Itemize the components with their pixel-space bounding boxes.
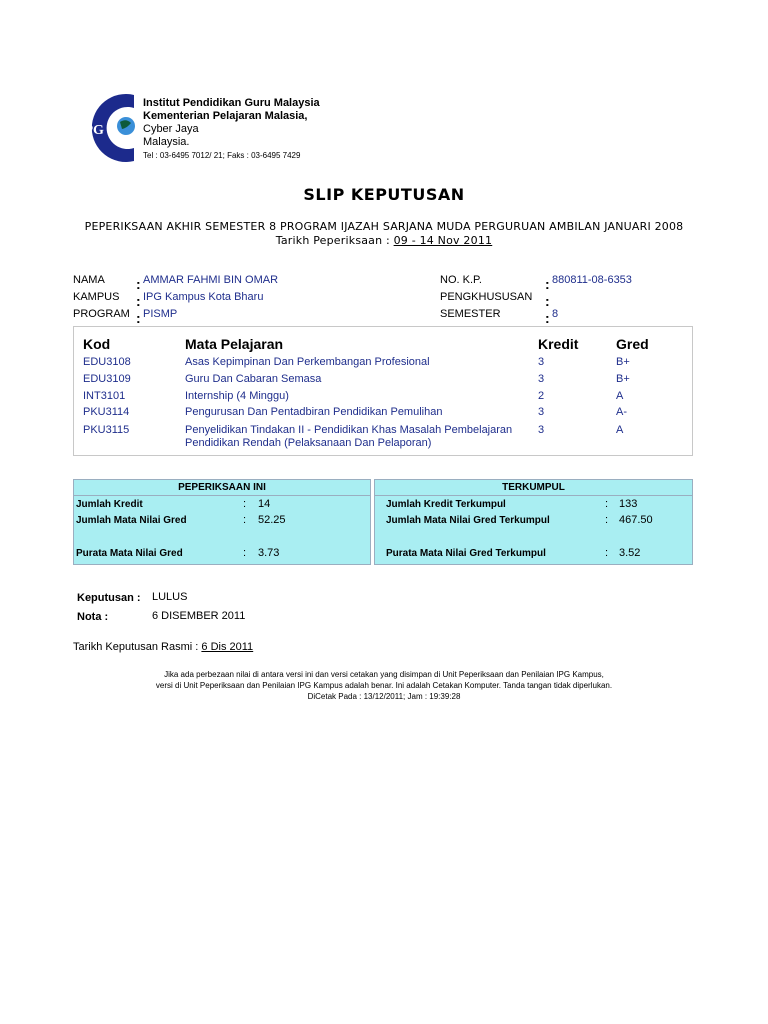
current-jumlah-mata-colon: : — [243, 514, 247, 526]
page-title: SLIP KEPUTUSAN — [303, 185, 465, 204]
row4-subject: Pengurusan Dan Pentadbiran Pendidikan Pemulihan — [185, 406, 443, 418]
nama-value: AMMAR FAHMI BIN OMAR — [143, 274, 279, 286]
cumulative-jumlah-mata-label: Jumlah Mata Nilai Gred Terkumpul — [386, 515, 550, 526]
pengkhususan-colon: : — [545, 293, 550, 309]
cumulative-purata-value: 3.52 — [619, 547, 641, 559]
contact-info: Tel : 03-6495 7012/ 21; Faks : 03-6495 7429 — [143, 151, 301, 160]
nama-label: NAMA — [73, 274, 105, 286]
cumulative-jumlah-kredit-value: 133 — [619, 498, 638, 510]
current-jumlah-kredit-colon: : — [243, 498, 247, 510]
logo-text: IPG — [79, 123, 104, 138]
current-purata-colon: : — [243, 547, 247, 559]
header-gred: Gred — [616, 336, 649, 352]
semester-label: SEMESTER — [440, 308, 501, 320]
row5-kod: PKU3115 — [83, 424, 130, 436]
summary-current-title: PEPERIKSAAN INI — [74, 480, 370, 496]
footer-note-line2: versi di Unit Peperiksaan dan Penilaian IPG Kampus adalah benar. Ini adalah Cetakan Komputer. Tanda tangan tidak diperlukan. — [155, 681, 613, 690]
exam-description: PEPERIKSAAN AKHIR SEMESTER 8 PROGRAM IJAZAH SARJANA MUDA PERGURUAN AMBILAN JANUARI 2008 — [84, 220, 684, 233]
nokp-label: NO. K.P. — [440, 274, 482, 286]
row2-subject: Guru Dan Cabaran Semasa — [185, 373, 322, 385]
nama-colon: : — [136, 276, 141, 292]
header-kredit: Kredit — [538, 336, 579, 352]
cumulative-jumlah-kredit-colon: : — [605, 498, 609, 510]
kampus-value: IPG Kampus Kota Bharu — [143, 291, 264, 303]
program-label: PROGRAM — [73, 308, 130, 320]
institute-name: Institut Pendidikan Guru Malaysia — [143, 97, 320, 109]
cumulative-jumlah-mata-colon: : — [605, 514, 609, 526]
program-colon: : — [136, 310, 141, 326]
row5-gred: A — [616, 424, 624, 436]
tarikh-keputusan-label: Tarikh Keputusan Rasmi : — [73, 641, 199, 653]
exam-date — [0, 234, 768, 247]
row5-subject-line2: Pendidikan Rendah (Pelaksanaan Dan Pelaporan) — [185, 437, 432, 449]
semester-colon: : — [545, 310, 550, 326]
row1-kod: EDU3108 — [83, 356, 131, 368]
row4-kredit: 3 — [538, 406, 545, 418]
institute-logo — [76, 92, 142, 164]
current-purata-value: 3.73 — [258, 547, 280, 559]
row2-kredit: 3 — [538, 373, 545, 385]
footer-print-timestamp: DiCetak Pada : 13/12/2011; Jam : 19:39:28 — [307, 692, 461, 701]
row3-subject: Internship (4 Minggu) — [185, 390, 289, 402]
row2-kod: EDU3109 — [83, 373, 131, 385]
header-mata-pelajaran: Mata Pelajaran — [185, 336, 284, 352]
row4-gred: A- — [616, 406, 627, 418]
pengkhususan-label: PENGKHUSUSAN — [440, 291, 533, 303]
current-jumlah-kredit-label: Jumlah Kredit — [76, 499, 143, 510]
kampus-colon: : — [136, 293, 141, 309]
exam-date-value: 09 - 14 Nov 2011 — [393, 234, 493, 247]
tarikh-keputusan-value: 6 Dis 2011 — [201, 641, 254, 653]
kampus-label: KAMPUS — [73, 291, 120, 303]
cumulative-jumlah-mata-value: 467.50 — [619, 514, 653, 526]
row5-kredit: 3 — [538, 424, 545, 436]
cumulative-jumlah-kredit-label: Jumlah Kredit Terkumpul — [386, 499, 506, 510]
exam-date-label: Tarikh Peperiksaan : — [275, 234, 390, 247]
semester-value: 8 — [552, 308, 559, 320]
footer-note-line1: Jika ada perbezaan nilai di antara versi ini dan versi cetakan yang disimpan di Unit Peperiksaan dan Penilaian IPG Kampus, — [164, 670, 604, 679]
current-jumlah-kredit-value: 14 — [258, 498, 271, 510]
cumulative-purata-label: Purata Mata Nilai Gred Terkumpul — [386, 548, 546, 559]
row1-gred: B+ — [616, 356, 630, 368]
ipg-logo-icon — [76, 92, 142, 164]
summary-cumulative-title: TERKUMPUL — [375, 480, 692, 496]
nota-label: Nota : — [77, 611, 109, 623]
row1-kredit: 3 — [538, 356, 545, 368]
current-purata-label: Purata Mata Nilai Gred — [76, 548, 183, 559]
row1-subject: Asas Kepimpinan Dan Perkembangan Profesional — [185, 356, 430, 368]
row3-gred: A — [616, 390, 624, 402]
row2-gred: B+ — [616, 373, 630, 385]
program-value: PISMP — [143, 308, 178, 320]
current-jumlah-mata-label: Jumlah Mata Nilai Gred — [76, 515, 187, 526]
city: Cyber Jaya — [143, 123, 199, 135]
nokp-value: 880811-08-6353 — [552, 274, 632, 286]
tarikh-keputusan — [73, 641, 253, 653]
header-kod: Kod — [83, 336, 111, 352]
current-jumlah-mata-value: 52.25 — [258, 514, 286, 526]
country: Malaysia. — [143, 136, 190, 148]
nota-value: 6 DISEMBER 2011 — [152, 610, 246, 622]
row4-kod: PKU3114 — [83, 406, 130, 418]
row3-kredit: 2 — [538, 390, 545, 402]
ministry-name: Kementerian Pelajaran Malasia, — [143, 110, 308, 122]
nokp-colon: : — [545, 276, 550, 292]
keputusan-value: LULUS — [152, 591, 188, 603]
row5-subject: Penyelidikan Tindakan II - Pendidikan Khas Masalah Pembelajaran — [185, 424, 513, 436]
keputusan-label: Keputusan : — [77, 592, 141, 604]
row3-kod: INT3101 — [83, 390, 126, 402]
cumulative-purata-colon: : — [605, 547, 609, 559]
